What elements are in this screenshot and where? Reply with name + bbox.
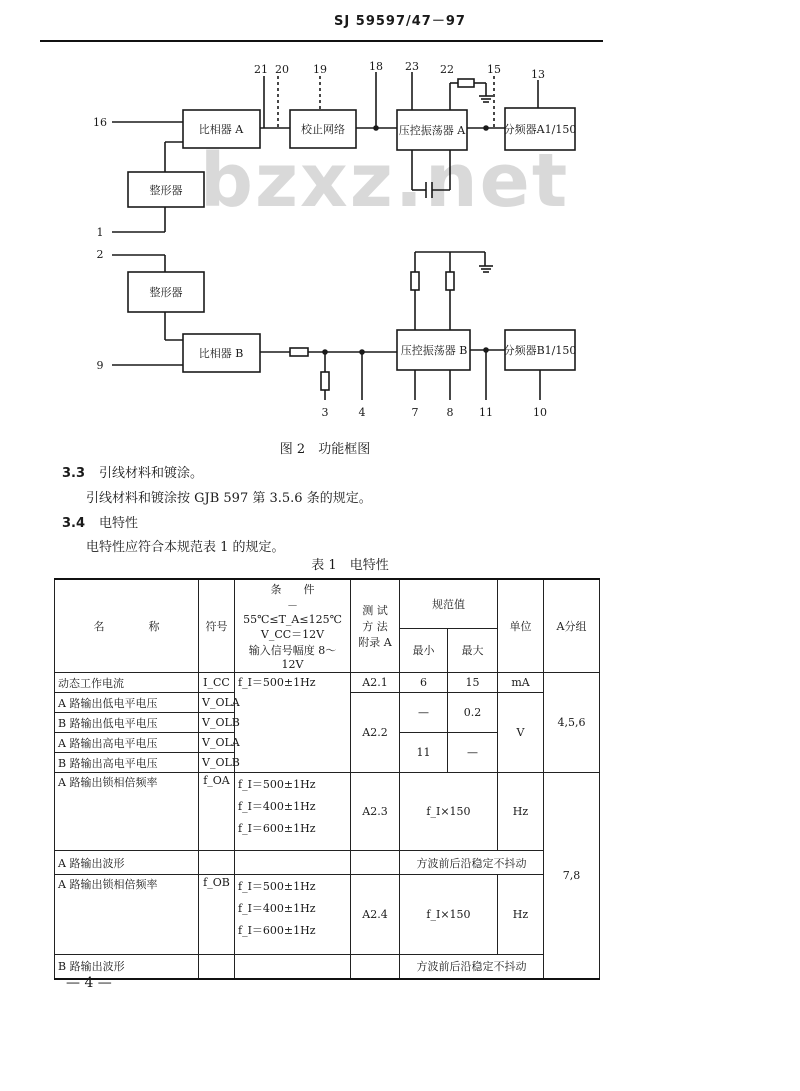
pin-4: 4 [358,406,366,419]
cond-line: 输入信号幅度 8～12V [248,644,337,671]
cond-line: f_I＝500±1Hz [238,778,316,791]
header-method [351,579,400,673]
group-cell: 7,8 [544,773,600,979]
block-divider-b: 分频器B1/150 [503,344,577,357]
block-filter: 校止网络 [301,123,345,136]
pin-10: 10 [533,406,547,419]
header-max: 最大 [448,628,498,672]
section-3-3-body: 引线材料和镀涂按 GJB 597 第 3.5.6 条的规定。 [86,491,372,506]
row-method: A2.4 [351,875,400,955]
row-method: A2.3 [351,773,400,851]
row-unit: mA [498,673,544,693]
pin-2: 2 [96,248,104,261]
row-method: A2.1 [351,673,400,693]
block-divider-a: 分频器A1/150 [503,123,577,136]
row-max: — [448,733,498,773]
cond-line: －55℃≤T_A≤125℃ [243,599,342,626]
row-min: 11 [400,733,448,773]
header-min: 最小 [400,628,448,672]
group-cell: 4,5,6 [544,673,600,773]
row-max: 15 [448,673,498,693]
row-symbol: V_OLB [199,753,235,773]
cond-title: 条 件 [270,583,315,596]
row-name: A 路输出高电平电压 [55,733,199,753]
document-number: SJ 59597/47－97 [334,14,466,29]
page-number: — 4 — [66,975,112,991]
block-comparator-b: 比相器 B [198,347,244,360]
table-caption: 表 1 电特性 [311,558,389,573]
pin-1: 1 [96,226,104,239]
header-limits: 规范值 [400,579,498,628]
method-line: 方 法 [362,620,388,633]
header-unit: 单位 [498,579,544,673]
method-line: 测 试 [362,604,388,617]
pin-19: 19 [313,63,327,76]
pin-18: 18 [369,60,383,73]
cond-line: f_I＝600±1Hz [238,822,316,835]
block-vco-a: 压控振荡器 A [398,124,466,137]
functional-block-diagram [0,0,800,440]
header-symbol: 符号 [199,579,235,673]
cond-line: f_I＝500±1Hz [238,880,316,893]
method-line: 附录 A [358,636,392,649]
cond-line: f_I＝400±1Hz [238,902,316,915]
block-shaper-1: 整形器 [149,184,183,197]
block-comparator-a: 比相器 A [198,123,244,136]
watermark: bzxz.net [200,138,570,224]
header-name: 名 称 [55,579,199,673]
figure-caption: 图 2 功能框图 [279,442,371,457]
section-number: 3.4 [62,516,86,531]
pin-22: 22 [440,63,454,76]
section-title: 引线材料和镀涂。 [99,466,204,481]
row-symbol: V_OLA [199,733,235,753]
row-value: 方波前后沿稳定不抖动 [400,955,544,979]
row-unit: Hz [498,773,544,851]
header-group: A分组 [544,579,600,673]
pin-8: 8 [446,406,454,419]
row-name: A 路输出波形 [55,851,199,875]
row-min: 6 [400,673,448,693]
block-vco-b: 压控振荡器 B [400,344,468,357]
section-3-3-title [62,462,203,481]
pin-3: 3 [321,406,329,419]
row-symbol: I_CC [199,673,235,693]
row-unit: Hz [498,875,544,955]
electrical-characteristics-table [54,578,600,980]
row-max: 0.2 [448,693,498,733]
row-min: — [400,693,448,733]
pin-15: 15 [487,63,501,76]
row-name: B 路输出高电平电压 [55,753,199,773]
row-unit: V [498,693,544,773]
pin-20: 20 [275,63,289,76]
row-name: B 路输出低电平电压 [55,713,199,733]
row-symbol: V_OLB [199,713,235,733]
row-method: A2.2 [351,693,400,773]
header-conditions [235,579,351,673]
cond-line: f_I＝600±1Hz [238,924,316,937]
pin-7: 7 [411,406,419,419]
row-name: A 路输出锁相倍频率 [55,875,199,955]
pin-16: 16 [93,116,107,129]
pin-21: 21 [254,63,268,76]
block-shaper-2: 整形器 [149,286,183,299]
cond-line: f_I＝400±1Hz [238,800,316,813]
row-name: B 路输出波形 [55,955,199,979]
section-title: 电特性 [99,516,139,531]
row-condition [235,773,351,851]
section-3-4-body: 电特性应符合本规范表 1 的规定。 [86,540,285,555]
row-symbol: V_OLA [199,693,235,713]
section-3-4-title [62,512,138,531]
row-value: f_I×150 [400,773,498,851]
row-condition: f_I＝500±1Hz [235,673,351,773]
row-name: A 路输出锁相倍频率 [55,773,199,851]
row-symbol: f_OB [199,875,235,955]
row-name: 动态工作电流 [55,673,199,693]
pin-23: 23 [405,60,419,73]
row-name: A 路输出低电平电压 [55,693,199,713]
row-condition [235,875,351,955]
row-symbol: f_OA [199,773,235,851]
section-number: 3.3 [62,466,86,481]
pin-9: 9 [96,359,104,372]
pin-11: 11 [479,406,493,419]
cond-line: V_CC＝12V [260,628,325,641]
row-value: f_I×150 [400,875,498,955]
row-value: 方波前后沿稳定不抖动 [400,851,544,875]
pin-13: 13 [531,68,545,81]
